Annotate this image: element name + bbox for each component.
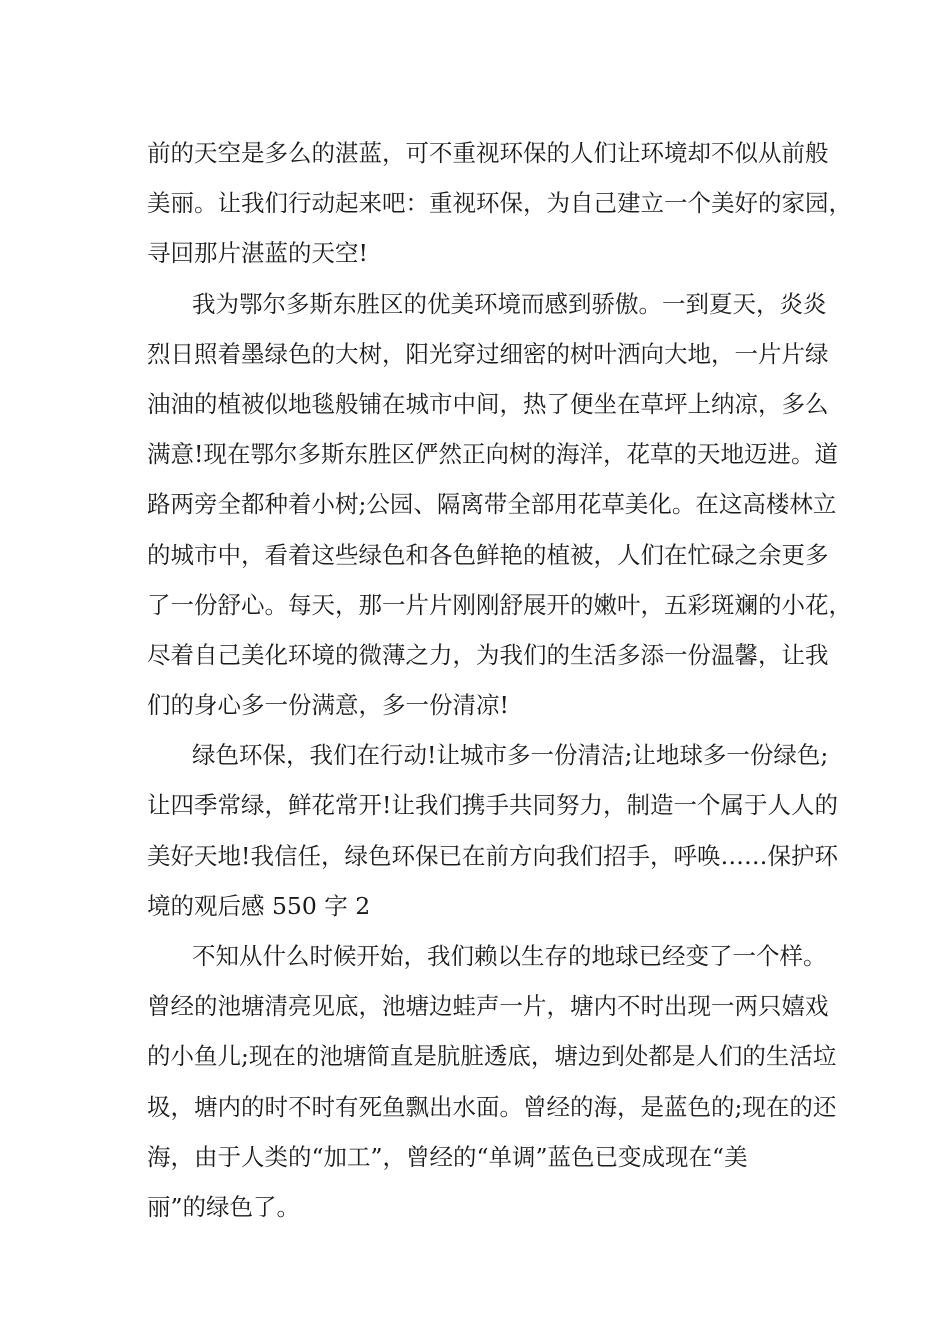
text-line: 烈日照着墨绿色的大树，阳光穿过细密的树叶洒向大地，一片片绿	[147, 339, 829, 368]
paragraph-first-line: 绿色环保，我们在行动!让城市多一份清洁;让地球多一份绿色;	[192, 741, 829, 770]
text-line: 前的天空是多么的湛蓝，可不重视环保的人们让环境却不似从前般	[147, 139, 829, 167]
text-line: 路两旁全都种着小树;公园、隔离带全部用花草美化。在这高楼林立	[147, 490, 837, 519]
text-line: 了一份舒心。每天，那一片片刚刚舒展开的嫩叶，五彩斑斓的小花，	[147, 590, 852, 619]
text-line: 尽着自己美化环境的微薄之力，为我们的生活多添一份温馨，让我	[147, 640, 829, 669]
text-line: 油油的植被似地毯般铺在城市中间，热了便坐在草坪上纳凉，多么	[147, 389, 829, 418]
text-line: 圾，塘内的时不时有死鱼飘出水面。曾经的海，是蓝色的;现在的还	[147, 1092, 837, 1121]
text-line: 美好天地!我信任，绿色环保已在前方向我们招手，呼唤……保护环	[147, 841, 838, 870]
text-line: 境的观后感 550 字 2	[147, 891, 371, 920]
text-line: 海，由于人类的“加工”，曾经的“单调”蓝色已变成现在“美	[147, 1142, 748, 1171]
text-line: 的城市中，看着这些绿色和各色鲜艳的植被，人们在忙碌之余更多	[147, 540, 829, 569]
text-line: 让四季常绿，鲜花常开!让我们携手共同努力，制造一个属于人人的	[147, 791, 838, 820]
text-line: 美丽。让我们行动起来吧：重视环保，为自己建立一个美好的家园，	[147, 189, 852, 218]
paragraph-first-line: 我为鄂尔多斯东胜区的优美环境而感到骄傲。一到夏天，炎炎	[192, 289, 827, 318]
text-line: 丽”的绿色了。	[147, 1192, 301, 1221]
text-line: 满意!现在鄂尔多斯东胜区俨然正向树的海洋，花草的天地迈进。道	[147, 440, 838, 469]
text-line: 们的身心多一份满意，多一份清凉!	[147, 691, 509, 720]
paragraph-first-line: 不知从什么时候开始，我们赖以生存的地球已经变了一个样。	[192, 942, 827, 970]
text-line: 曾经的池塘清亮见底，池塘边蛙声一片，塘内不时出现一两只嬉戏	[147, 992, 829, 1021]
text-line: 的小鱼儿;现在的池塘简直是肮脏透底，塘边到处都是人们的生活垃	[147, 1042, 837, 1071]
document-body	[147, 128, 852, 1232]
text-line: 寻回那片湛蓝的天空!	[147, 239, 368, 268]
